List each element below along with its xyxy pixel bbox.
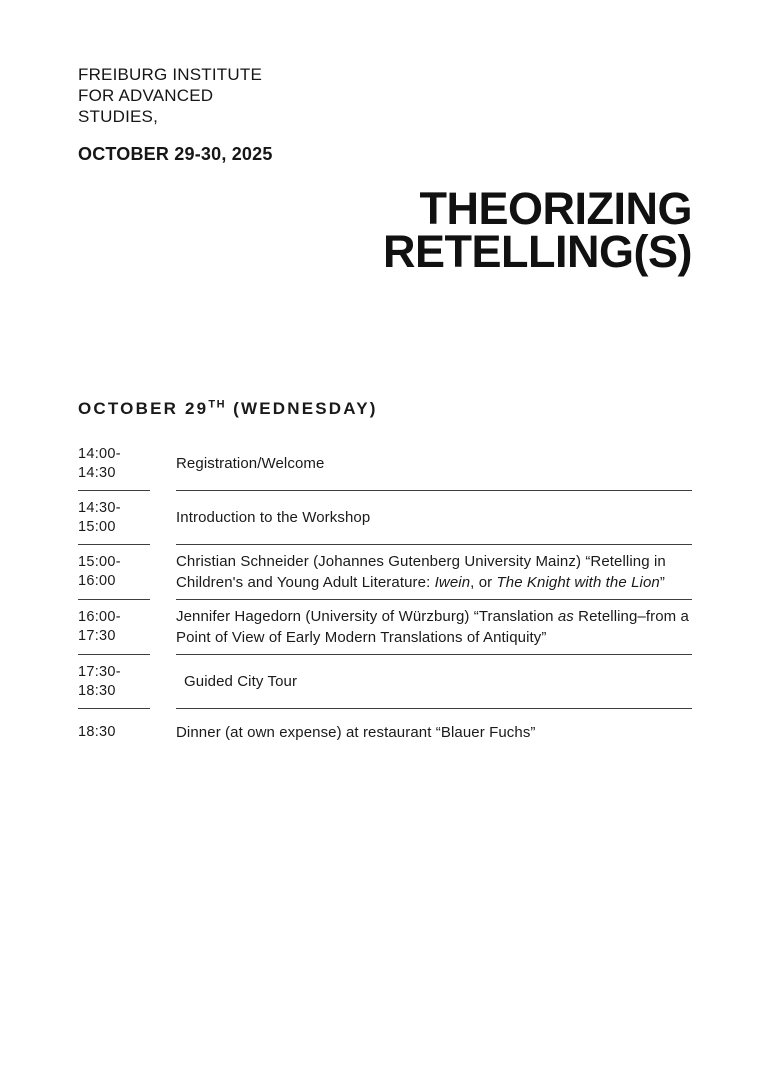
time-range: 15:00- 16:00 — [78, 554, 121, 589]
day-heading — [78, 399, 378, 419]
time-range: 14:30- 15:00 — [78, 499, 121, 535]
schedule-row — [78, 491, 692, 545]
title-line-2: RETELLING(S) — [383, 226, 692, 277]
masthead — [78, 64, 273, 165]
schedule-row — [78, 655, 692, 709]
day-heading-weekday: (WEDNESDAY) — [226, 399, 378, 418]
time-range: 17:30- 18:30 — [78, 663, 121, 699]
title-line-1: THEORIZING — [419, 183, 692, 234]
event-cell — [176, 709, 692, 755]
schedule-row — [78, 600, 692, 655]
event-description: Christian Schneider (Johannes Gutenberg University Mainz) “Retelling in Children's and Young Adult Literature: Iwein, or The Knight with the Lion” — [176, 553, 666, 591]
time-range: 14:00- 14:30 — [78, 445, 121, 481]
time-cell — [78, 545, 150, 600]
time-range: 18:30 — [78, 723, 116, 740]
institute-line-1: FREIBURG INSTITUTE — [78, 65, 262, 84]
time-cell — [78, 655, 150, 709]
time-cell — [78, 600, 150, 655]
time-range: 16:00- 17:30 — [78, 609, 121, 644]
schedule-row — [78, 437, 692, 491]
day-heading-date: OCTOBER 29 — [78, 399, 209, 418]
time-cell — [78, 709, 150, 755]
institute-line-2: FOR ADVANCED — [78, 86, 214, 105]
event-description: Registration/Welcome — [176, 455, 325, 472]
event-title — [383, 183, 692, 277]
event-cell — [176, 655, 692, 709]
event-dates: OCTOBER 29-30, 2025 — [78, 144, 273, 164]
event-description: Jennifer Hagedorn (University of Würzburg) “Translation as Retelling–from a Point of View of Early Modern Translations of Antiquity” — [176, 608, 689, 646]
event-description: Introduction to the Workshop — [176, 509, 371, 526]
event-cell — [176, 600, 692, 655]
schedule-row — [78, 545, 692, 600]
event-cell — [176, 491, 692, 545]
institute-line-3: STUDIES, — [78, 107, 159, 126]
event-cell — [176, 545, 692, 600]
event-description: Dinner (at own expense) at restaurant “Blauer Fuchs” — [176, 723, 536, 741]
schedule-row — [78, 709, 692, 755]
institute-name — [78, 64, 273, 127]
event-cell — [176, 437, 692, 491]
schedule-table — [78, 437, 692, 755]
time-cell — [78, 491, 150, 545]
time-cell — [78, 437, 150, 491]
event-description: Guided City Tour — [184, 673, 298, 690]
day-heading-ordinal: TH — [208, 398, 227, 411]
